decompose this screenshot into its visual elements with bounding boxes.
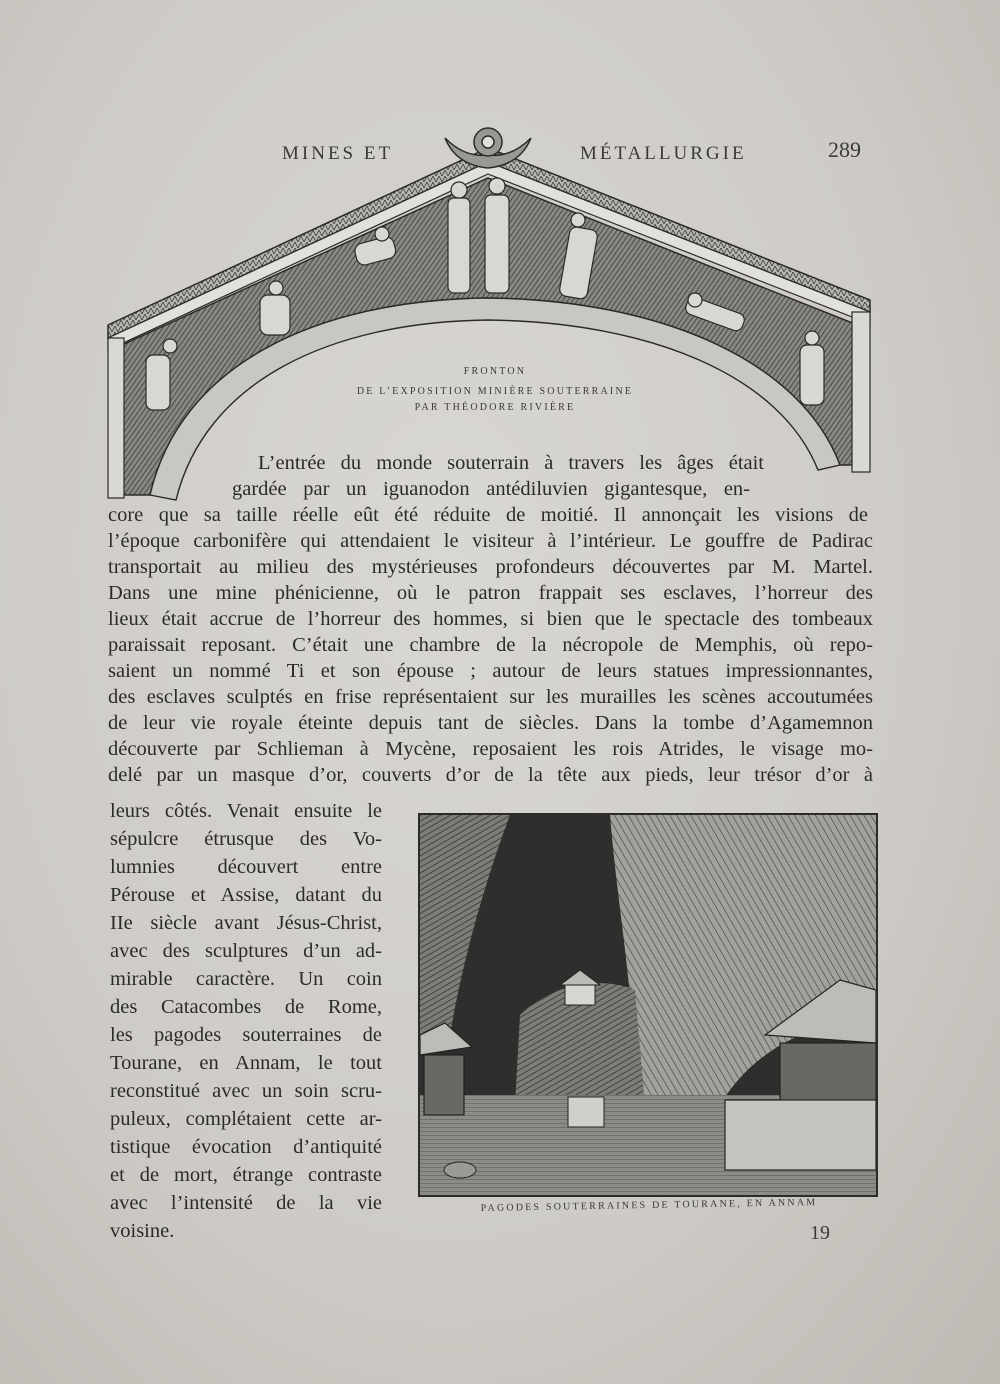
- cave-pagoda-engraving-drawing: [420, 815, 876, 1195]
- figure2-caption: PAGODES SOUTERRAINES DE TOURANE, EN ANNAM: [480, 1197, 818, 1214]
- figure1-caption-line-1: FRONTON: [463, 366, 527, 377]
- text-line: Pérouse et Assise, datant du: [110, 884, 382, 906]
- text-line: mirable caractère. Un coin: [110, 968, 382, 990]
- text-line: delé par un masque d’or, couverts d’or de la tête aux pieds, leur trésor d’or à: [108, 764, 873, 786]
- text-line: voisine.: [110, 1220, 175, 1242]
- page-number: 289: [828, 137, 861, 162]
- text-line: lumnies découvert entre: [110, 856, 382, 878]
- text-line: core que sa taille réelle eût été réduite de moitié. Il annonçait les visions de: [108, 504, 868, 526]
- text-line: Tourane, en Annam, le tout: [110, 1052, 382, 1074]
- signature-mark: 19: [810, 1222, 830, 1244]
- text-line: paraissait reposant. C’était une chambre de la nécropole de Memphis, où repo-: [108, 634, 873, 656]
- text-line: leurs côtés. Venait ensuite le: [110, 800, 382, 822]
- figure1-caption-line-3: PAR THÉODORE RIVIÈRE: [414, 402, 576, 413]
- text-line: tistique évocation d’antiquité: [110, 1136, 382, 1158]
- text-line: transportait au milieu des mystérieuses profondeurs découvertes par M. Martel.: [108, 556, 873, 578]
- text-line: l’époque carbonifère qui attendaient le visiteur à l’intérieur. Le gouffre de Padirac: [108, 530, 873, 552]
- cave-pagoda-engraving: [418, 813, 878, 1197]
- text-line: puleux, complétaient cette ar-: [110, 1108, 382, 1130]
- text-line: sépulcre étrusque des Vo-: [110, 828, 382, 850]
- text-line: L’entrée du monde souterrain à travers les âges était: [258, 452, 764, 474]
- text-line: de leur vie royale éteinte depuis tant de siècles. Dans la tombe d’Agamemnon: [108, 712, 873, 734]
- figure1-caption-line-2: DE L’EXPOSITION MINIÈRE SOUTERRAINE: [356, 386, 634, 397]
- text-line: reconstitué avec un soin scru-: [110, 1080, 382, 1102]
- text-line: lieux était accrue de l’horreur des hommes, si bien que le spectacle des tombeaux: [108, 608, 873, 630]
- text-line: gardée par un iguanodon antédiluvien gigantesque, en-: [232, 478, 750, 500]
- text-line: saient un nommé Ti et son épouse ; autour de leurs statues impressionnantes,: [108, 660, 873, 682]
- text-line: avec des sculptures d’un ad-: [110, 940, 382, 962]
- text-line: les pagodes souterraines de: [110, 1024, 382, 1046]
- text-line: des esclaves sculptés en frise représentaient sur les murailles les scènes accoutumées: [108, 686, 873, 708]
- running-head-right: MÉTALLURGIE: [580, 143, 747, 164]
- text-line: découverte par Schlieman à Mycène, reposaient les rois Atrides, le visage mo-: [108, 738, 873, 760]
- text-line: Dans une mine phénicienne, où le patron frappait ses esclaves, l’horreur des: [108, 582, 873, 604]
- text-line: et de mort, étrange contraste: [110, 1164, 382, 1186]
- text-line: des Catacombes de Rome,: [110, 996, 382, 1018]
- running-head-left: MINES ET: [282, 143, 394, 164]
- text-line: IIe siècle avant Jésus-Christ,: [110, 912, 382, 934]
- text-line: avec l’intensité de la vie: [110, 1192, 382, 1214]
